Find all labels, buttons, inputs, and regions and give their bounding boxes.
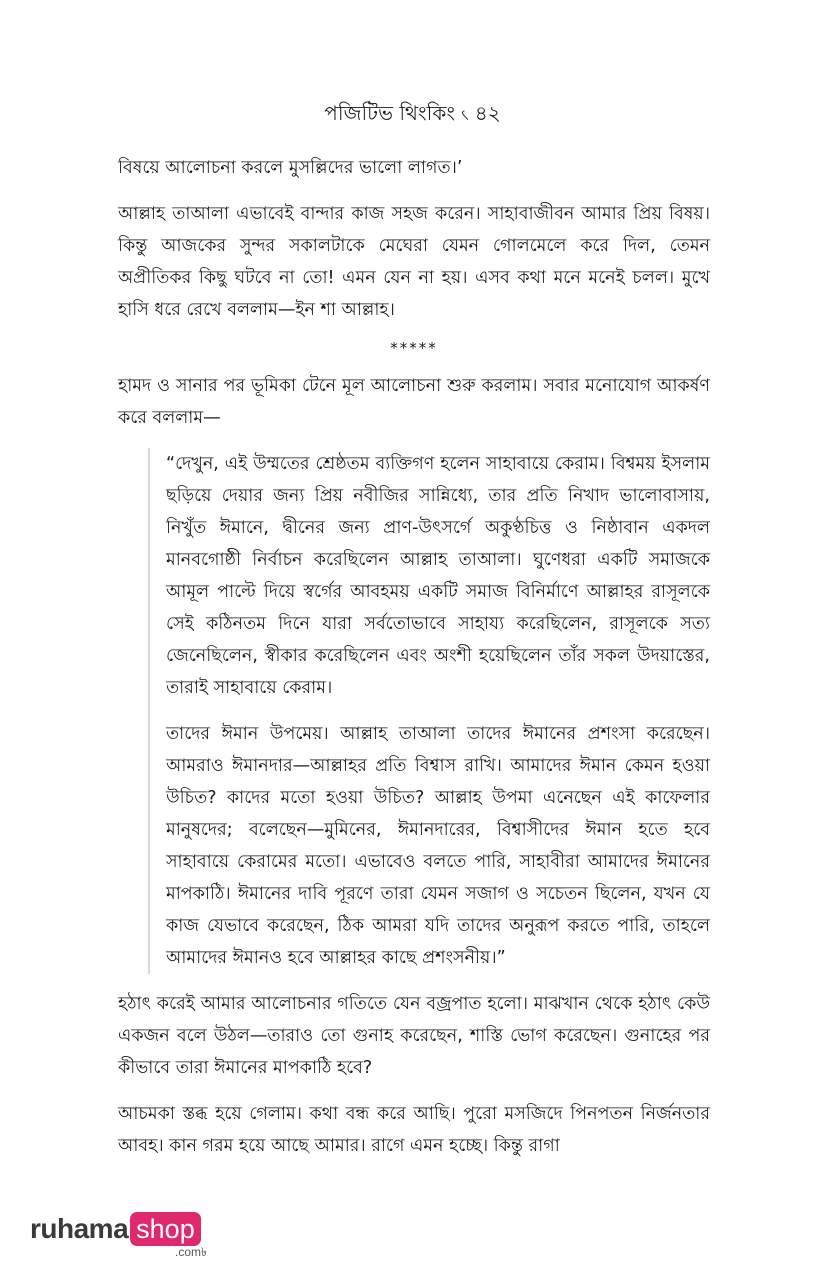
paragraph-4: হঠাৎ করেই আমার আলোচনার গতিতে যেন বজ্রপাত হলো। মাঝখান থেকে হঠাৎ কেউ একজন বলে উঠল—তারাও তো গুনাহ করেছেন, শাস্তি ভোগ করেছেন। গুনাহের পর কীভাবে তারা ঈমানের মাপকাঠি হবে? [118, 994, 710, 1078]
paragraph-5: আচমকা স্তব্ধ হয়ে গেলাম। কথা বন্ধ করে আছি। পুরো মসজিদে পিনপতন নির্জনতার আবহ। কান গরম হয়ে আছে আমার। রাগে এমন হচ্ছে। কিন্তু রাগা [118, 1104, 710, 1156]
logo-domain-text: .com৳ [175, 1245, 207, 1259]
logo-main-text: ruhama [30, 1213, 129, 1244]
ruhamashop-logo [30, 1212, 207, 1262]
running-header [0, 98, 825, 130]
logo-shop-badge: shop [130, 1212, 201, 1246]
section-divider: ***** [390, 339, 438, 357]
page-number: ৪২ [474, 101, 501, 125]
quote-paragraph-2: তাদের ঈমান উপমেয়। আল্লাহ তাআলা তাদের ঈমানের প্রশংসা করেছেন। আমরাও ঈমানদার—আল্লাহর প্রতি বিশ্বাস রাখি। আমাদের ঈমান কেমন হওয়া উচিত? কাদের মতো হওয়া উচিত? আল্লাহ উপমা এনেছেন এই কাফেলার মানুষদের; বলেছেন—মুমিনের, ঈমানদারের, বিশ্বাসীদের ঈমান হতে হবে সাহাবায়ে কেরামের মতো। এভাবেও বলতে পারি, সাহাবীরা আমাদের ঈমানের মাপকাঠি। ঈমানের দাবি পূরণে তারা যেমন সজাগ ও সচেতন ছিলেন, যখন যে কাজ যেভাবে করেছেন, ঠিক আমরা যদি তাদের অনুরূপ করতে পারি, তাহলে আমাদের ঈমানও হবে আল্লাহর কাছে প্রশংসনীয়।” [166, 724, 710, 968]
paragraph-3: হামদ ও সানার পর ভূমিকা টেনে মূল আলোচনা শুরু করলাম। সবার মনোযোগ আকর্ষণ করে বললাম— [118, 376, 710, 428]
page-body [118, 152, 710, 1176]
header-title: পজিটিভ থিংকিং [324, 101, 455, 125]
quote-paragraph-1: “দেখুন, এই উম্মতের শ্রেষ্ঠতম ব্যক্তিগণ হলেন সাহাবায়ে কেরাম। বিশ্বময় ইসলাম ছড়িয়ে দেয়ার জন্য প্রিয় নবীজির সান্নিধ্যে, তার প্রতি নিখাদ ভালোবাসায়, নিখুঁত ঈমানে, দ্বীনের জন্য প্রাণ-উৎসর্গে অকুণ্ঠচিত্ত ও নিষ্ঠাবান একদল মানবগোষ্ঠী নির্বাচন করেছিলেন আল্লাহ তাআলা। ঘুণেধরা একটি সমাজকে আমূল পাল্টে দিয়ে স্বর্গের আবহময় একটি সমাজ বিনির্মাণে আল্লাহর রাসূলকে সেই কঠিনতম দিনে যারা সর্বতোভাবে সাহায্য করেছিলেন, রাসূলকে সত্য জেনেছিলেন, স্বীকার করেছিলেন এবং অংশী হয়েছিলেন তাঁর সকল উদয়াস্তের, তারাই সাহাবায়ে কেরাম। [166, 454, 710, 698]
paragraph-2: আল্লাহ তাআলা এভাবেই বান্দার কাজ সহজ করেন। সাহাবাজীবন আমার প্রিয় বিষয়। কিন্তু আজকের সুন্দর সকালটাকে মেঘেরা যেমন গোলমেলে করে দিল, তেমন অপ্রীতিকর কিছু ঘটবে না তো! এমন যেন না হয়। এসব কথা মনে মনেই চলল। মুখে হাসি ধরে রেখে বললাম—ইন শা আল্লাহ। [118, 204, 710, 320]
block-quote [148, 448, 710, 974]
paragraph-1: বিষয়ে আলোচনা করলে মুসল্লিদের ভালো লাগত।’ [118, 158, 463, 178]
header-separator-icon: ৻ [460, 105, 469, 124]
